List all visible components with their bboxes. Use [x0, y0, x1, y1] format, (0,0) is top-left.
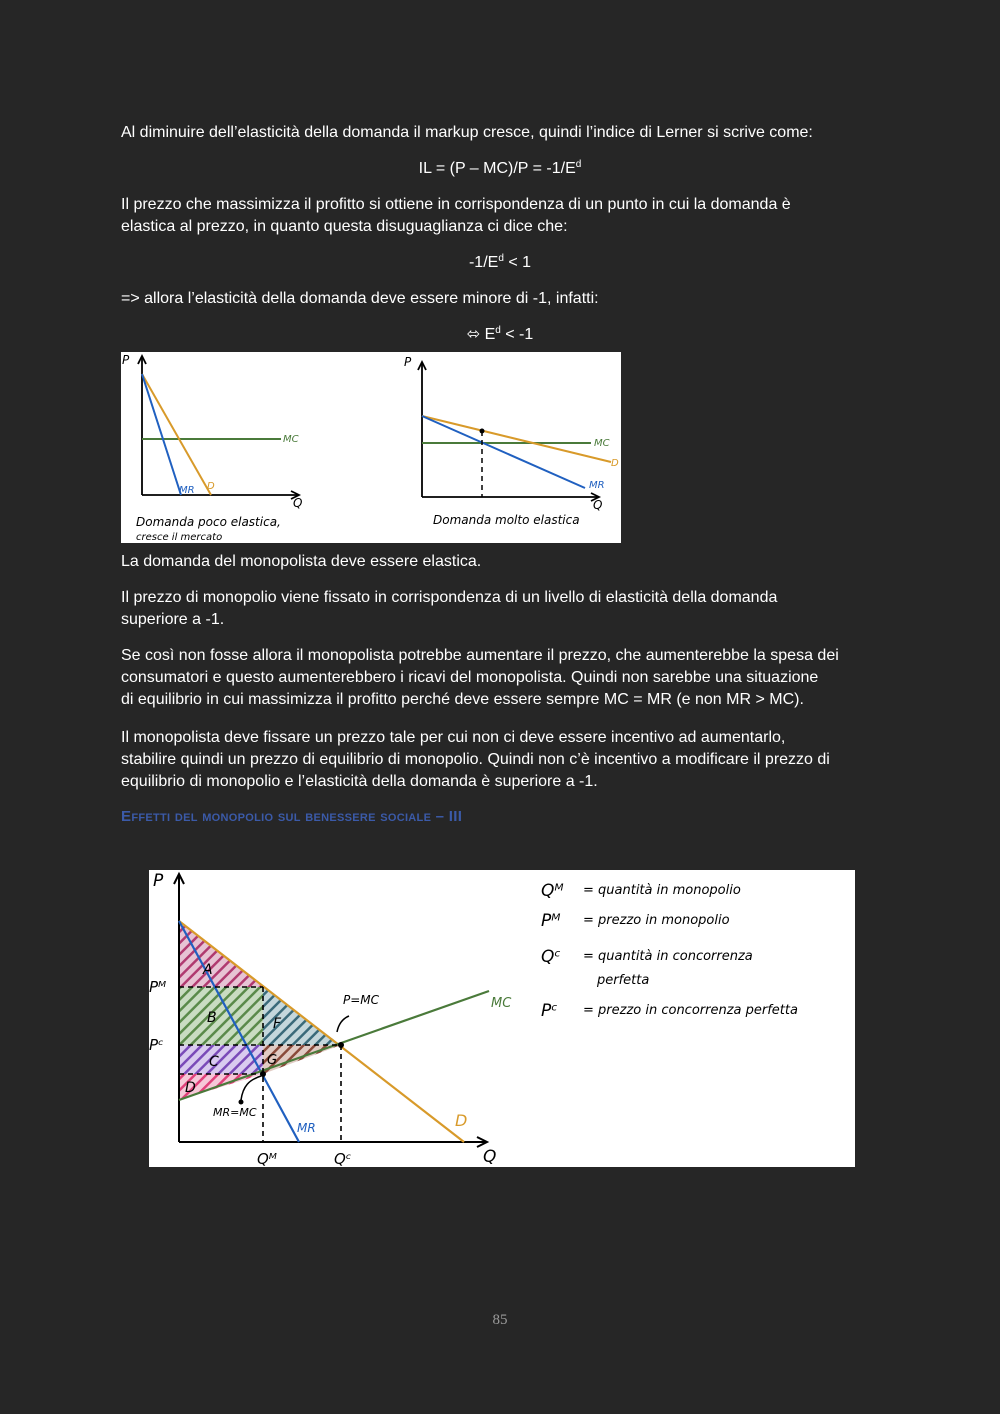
fig2-area-g-label: G — [267, 1053, 278, 1068]
fig2-legend — [541, 881, 798, 1021]
fig1-left-caption-line1: Domanda poco elastica, — [136, 515, 281, 529]
fig2-mrmc-label: MR=MC — [213, 1106, 257, 1119]
paragraph-demand-elastic: La domanda del monopolista deve essere elastica. — [121, 553, 482, 570]
fig1-left-q-label: Q — [293, 496, 303, 510]
fig1-right-caption: Domanda molto elastica — [433, 513, 580, 527]
fig2-area-a-label: A — [203, 962, 213, 978]
fig2-pmc-label: P=MC — [343, 993, 380, 1007]
paragraph-elasticity-less: => allora l’elasticità della domanda deve essere minore di -1, infatti: — [121, 290, 599, 307]
section-heading: Effetti del monopolio sul benessere sociale – III — [121, 808, 463, 825]
formula-inequality: $-1/E^d < 1$ — [468, 253, 532, 271]
fig2-q-label: Q — [483, 1147, 497, 1167]
fig1-left-mc-label: MC — [283, 434, 299, 445]
fig1-left-mr-label: MR — [179, 485, 195, 496]
area-c — [179, 1045, 263, 1074]
legend-text-pm: = prezzo in monopolio — [583, 913, 730, 928]
fig1-right-p-label: P — [404, 355, 412, 369]
fig1-left-p-label: P — [122, 353, 130, 367]
paragraph-monopoly-price-line2: superiore a -1. — [121, 611, 225, 628]
legend-text-qc-cont: perfetta — [597, 973, 650, 988]
page-number: 85 — [492, 1312, 508, 1328]
fig2-qm-label: Qᴹ — [257, 1150, 277, 1167]
paragraph-profit-max-line2: elastica al prezzo, in quanto questa disuguaglianza ci dice che: — [121, 218, 568, 235]
fig2-mr-label: MR — [297, 1121, 316, 1135]
fig2-pm-label: Pᴹ — [149, 978, 167, 996]
formula-elasticity: ⬄ $E^d < -1$ — [466, 325, 534, 343]
figure-welfare-monopoly — [149, 870, 855, 1167]
formula-lerner-index: IL = $(P - MC)/P = -1/E^d$ — [418, 159, 582, 177]
paragraph-set-price-line2: stabilire quindi un prezzo di equilibrio di monopolio. Quindi non c’è incentivo a modificare il prezzo di — [121, 751, 830, 768]
fig1-left-d-label: D — [207, 481, 215, 492]
fig1-right-mc-label: MC — [594, 438, 610, 449]
fig2-pc-label: Pᶜ — [149, 1036, 164, 1054]
legend-sym-qc: Qᶜ — [541, 947, 561, 967]
paragraph-otherwise-line3: di equilibrio in cui massimizza il profitto perché deve essere sempre MC = MR (e non MR > MC). — [121, 691, 804, 708]
legend-text-qc: = quantità in concorrenza — [583, 949, 753, 964]
paragraph-otherwise-line1: Se così non fosse allora il monopolista potrebbe aumentare il prezzo, che aumenterebbe la spesa dei — [121, 647, 839, 664]
fig1-right-q-label: Q — [593, 498, 603, 512]
fig2-area-f-label: F — [273, 1016, 282, 1032]
paragraph-profit-max-line1: Il prezzo che massimizza il profitto si ottiene in corrispondenza di un punto in cui la domanda è — [121, 196, 791, 213]
fig2-area-b-label: B — [207, 1010, 217, 1026]
fig2-area-c-label: C — [209, 1054, 219, 1070]
fig2-p-label: P — [153, 871, 164, 891]
fig2-d-label: D — [455, 1111, 468, 1130]
legend-text-qm: = quantità in monopolio — [583, 883, 741, 898]
legend-sym-qm: Qᴹ — [541, 881, 564, 901]
fig1-right-d-label: D — [611, 458, 619, 469]
fig2-area-d-label: D — [185, 1080, 196, 1096]
paragraph-otherwise-line2: consumatori e questo aumenterebbero i ricavi del monopolista. Quindi non sarebbe una situazione — [121, 669, 819, 686]
fig1-left-caption-line2: cresce il mercato — [136, 532, 223, 543]
fig2-qc-label: Qᶜ — [334, 1150, 352, 1167]
paragraph-set-price-line1: Il monopolista deve fissare un prezzo tale per cui non ci deve essere incentivo ad aumentarlo, — [121, 729, 786, 746]
legend-text-pc: = prezzo in concorrenza perfetta — [583, 1003, 798, 1018]
fig2-mc-label: MC — [491, 996, 512, 1011]
paragraph-set-price-line3: equilibrio di monopolio e l’elasticità della domanda è superiore a -1. — [121, 773, 598, 790]
legend-sym-pm: Pᴹ — [541, 911, 561, 931]
figure-elasticity-svg — [121, 352, 621, 543]
paragraph-lerner-intro: Al diminuire dell’elasticità della domanda il markup cresce, quindi l’indice di Lerner si scrive come: — [121, 124, 813, 141]
fig1-right-mr-label: MR — [589, 480, 605, 491]
legend-sym-pc: Pᶜ — [541, 1001, 558, 1021]
paragraph-monopoly-price-line1: Il prezzo di monopolio viene fissato in corrispondenza di un livello di elasticità della domanda — [121, 589, 778, 606]
area-b — [179, 987, 263, 1045]
figure-welfare-svg — [149, 870, 855, 1167]
figure-elasticity-comparison — [121, 352, 621, 543]
